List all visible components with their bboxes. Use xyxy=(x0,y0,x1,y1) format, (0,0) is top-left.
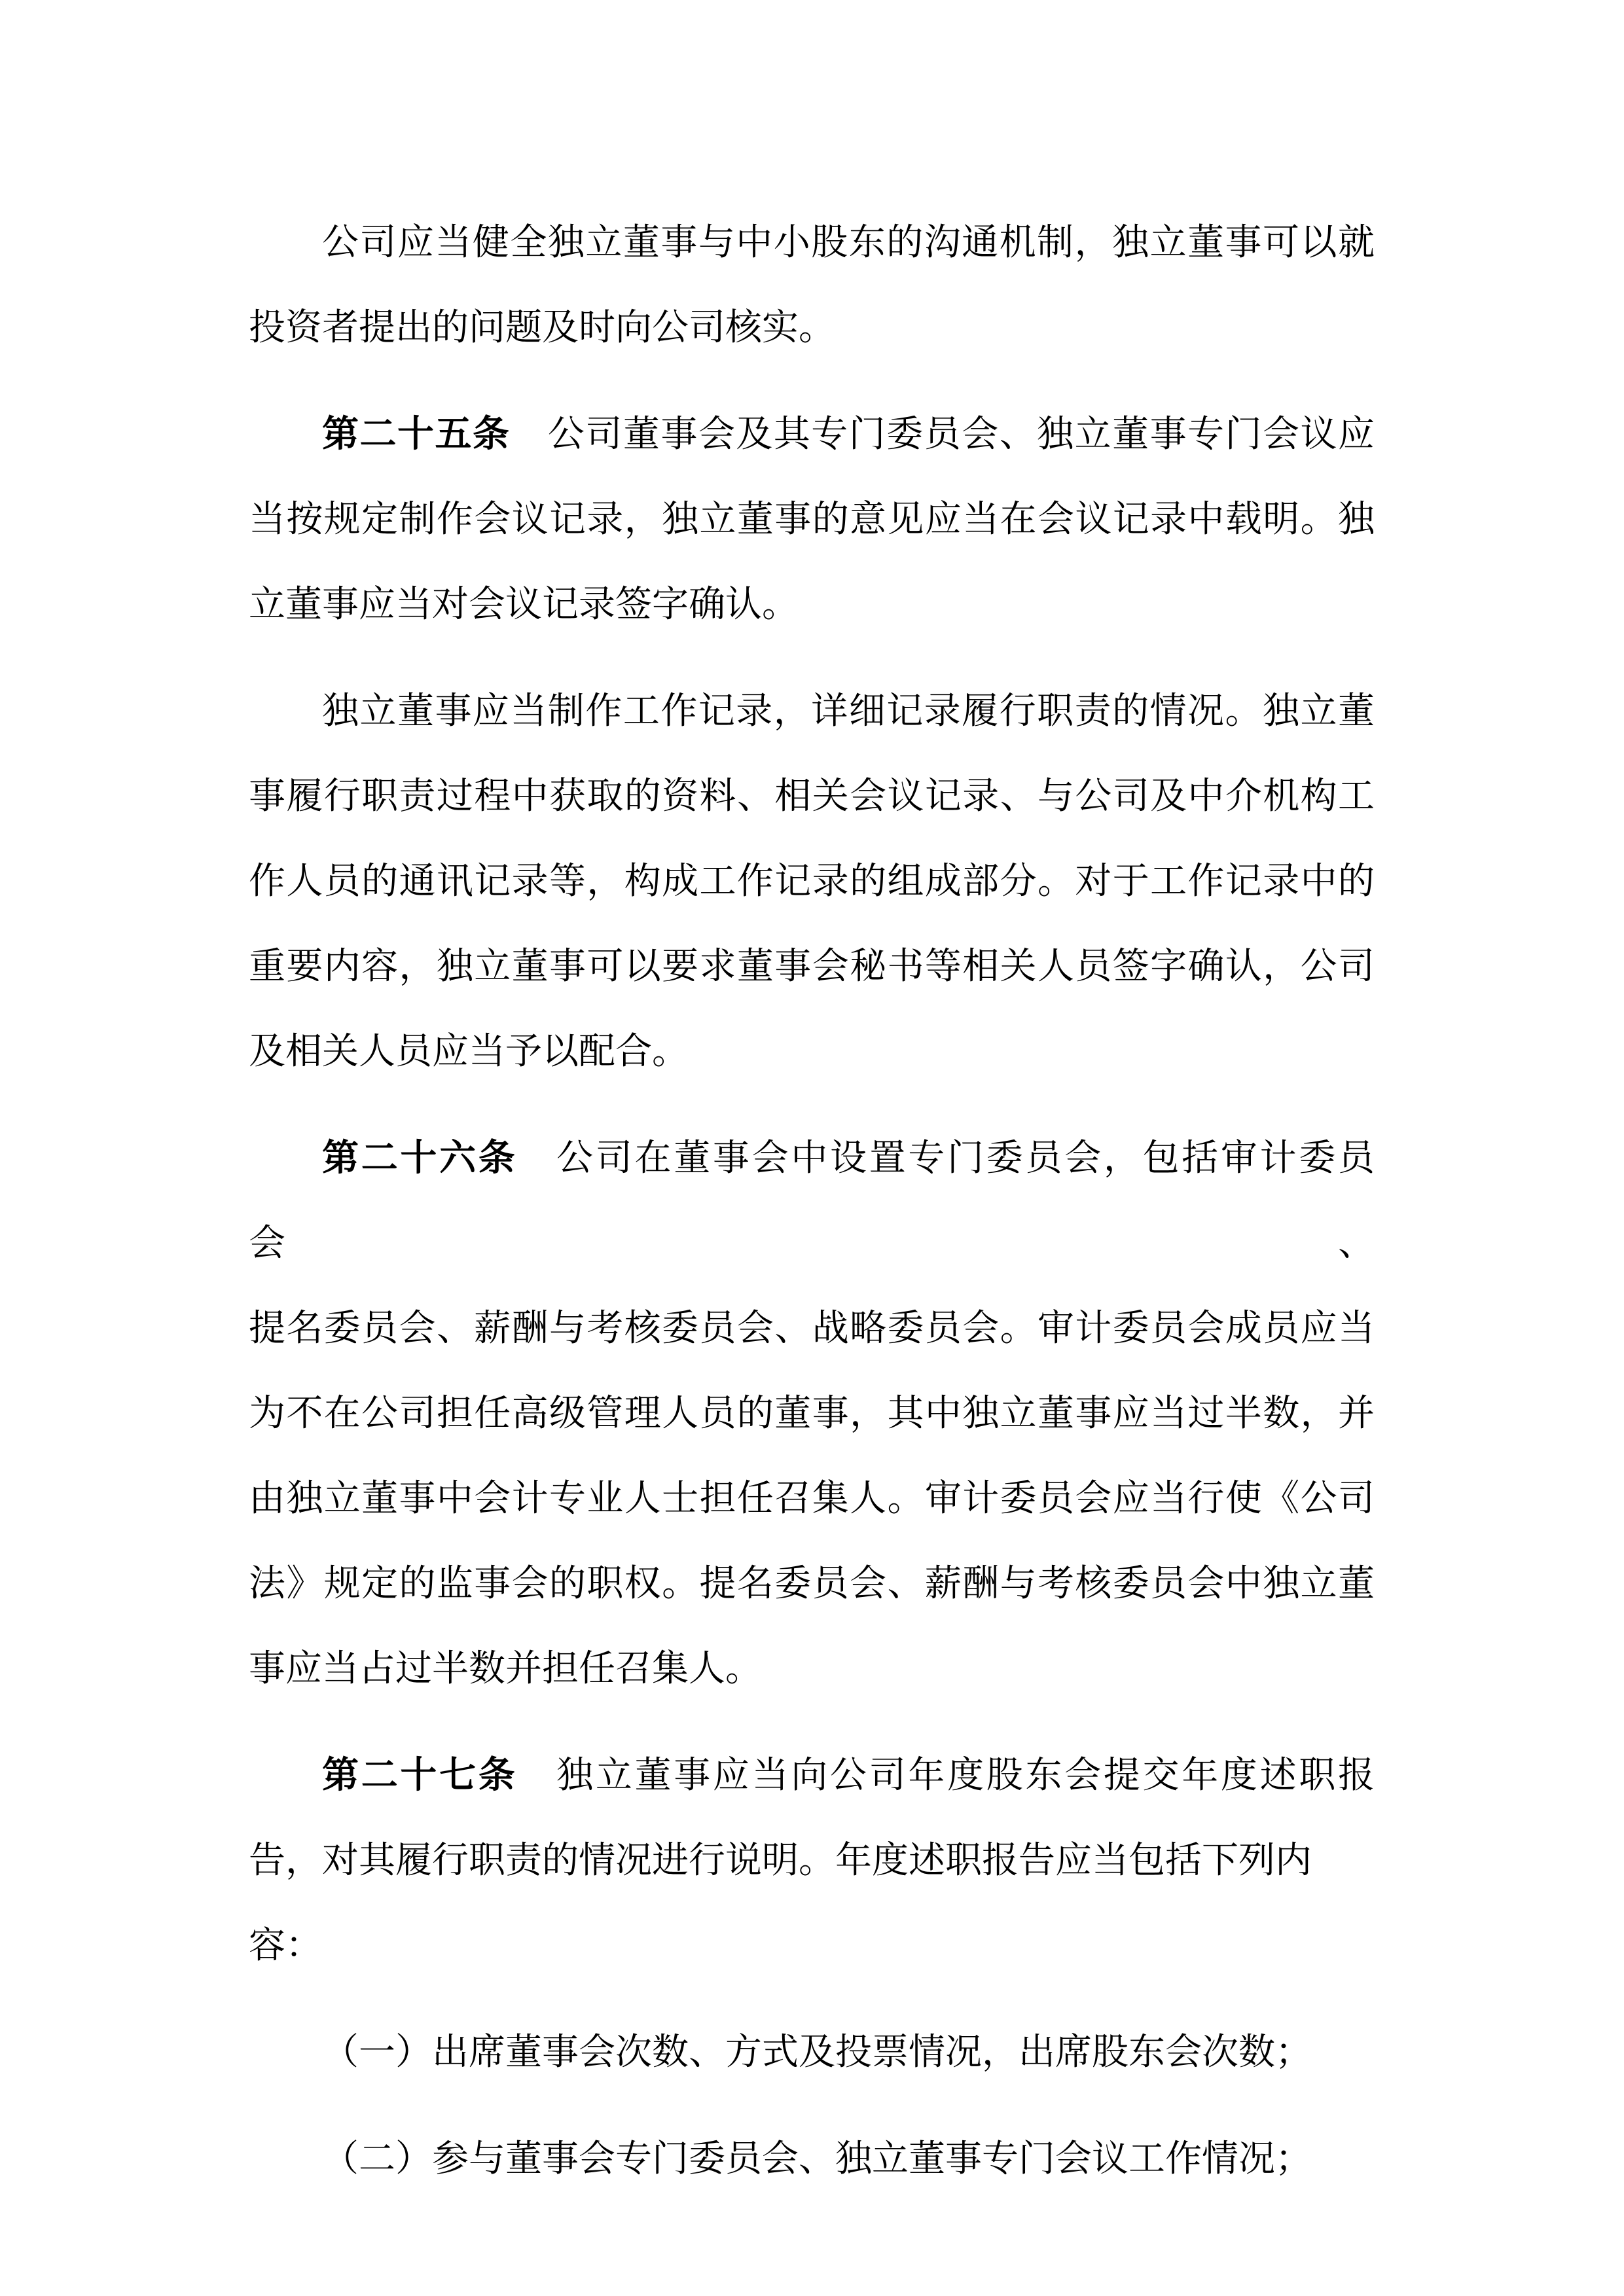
text-line: 由独立董事中会计专业人士担任召集人。审计委员会应当行使《公司 xyxy=(249,1479,1375,1519)
article-number: 第二十五条 xyxy=(322,414,511,455)
article-number: 第二十六条 xyxy=(322,1138,518,1179)
article-number: 第二十七条 xyxy=(322,1755,518,1796)
text-line: 提名委员会、薪酬与考核委员会、战略委员会。审计委员会成员应当 xyxy=(249,1308,1375,1349)
text-segment: 公司在董事会中设置专门委员会，包括审计委员会、 xyxy=(249,1138,1375,1264)
text-line: 独立董事应当制作工作记录，详细记录履行职责的情况。独立董 xyxy=(322,691,1375,732)
paragraph xyxy=(249,392,1375,647)
text-line: 告，对其履行职责的情况进行说明。年度述职报告应当包括下列内容： xyxy=(249,1840,1312,1966)
text-segment: 独立董事应当向公司年度股东会提交年度述职报 xyxy=(517,1755,1375,1796)
text-line: 法》规定的监事会的职权。提名委员会、薪酬与考核委员会中独立董 xyxy=(249,1564,1375,1604)
text-segment: 公司董事会及其专门委员会、独立董事专门会议应 xyxy=(510,414,1375,455)
text-line: 事履行职责过程中获取的资料、相关会议记录、与公司及中介机构工 xyxy=(249,776,1375,817)
text-line: 立董事应当对会议记录签字确认。 xyxy=(249,584,799,625)
paragraph xyxy=(249,200,1375,370)
text-line xyxy=(249,392,1375,477)
text-line: （二）参与董事会专门委员会、独立董事专门会议工作情况； xyxy=(322,2139,1312,2179)
paragraph xyxy=(249,1733,1375,1988)
text-line: 事应当占过半数并担任召集人。 xyxy=(249,1649,762,1689)
paragraph xyxy=(249,669,1375,1094)
text-line: （一）出席董事会次数、方式及投票情况，出席股东会次数； xyxy=(322,2032,1312,2073)
text-line: 及相关人员应当予以配合。 xyxy=(249,1031,689,1072)
text-line xyxy=(249,1116,1375,1286)
paragraph xyxy=(249,2010,1375,2095)
text-line xyxy=(249,1733,1375,1818)
text-line: 重要内容，独立董事可以要求董事会秘书等相关人员签字确认，公司 xyxy=(249,946,1375,987)
text-line: 投资者提出的问题及时向公司核实。 xyxy=(249,308,835,348)
text-line: 公司应当健全独立董事与中小股东的沟通机制，独立董事可以就 xyxy=(322,223,1375,263)
paragraph xyxy=(249,2117,1375,2202)
paragraph xyxy=(249,1116,1375,1712)
text-line: 当按规定制作会议记录，独立董事的意见应当在会议记录中载明。独 xyxy=(249,499,1375,540)
text-line: 作人员的通讯记录等，构成工作记录的组成部分。对于工作记录中的 xyxy=(249,861,1375,902)
text-line: 为不在公司担任高级管理人员的董事，其中独立董事应当过半数，并 xyxy=(249,1393,1375,1434)
